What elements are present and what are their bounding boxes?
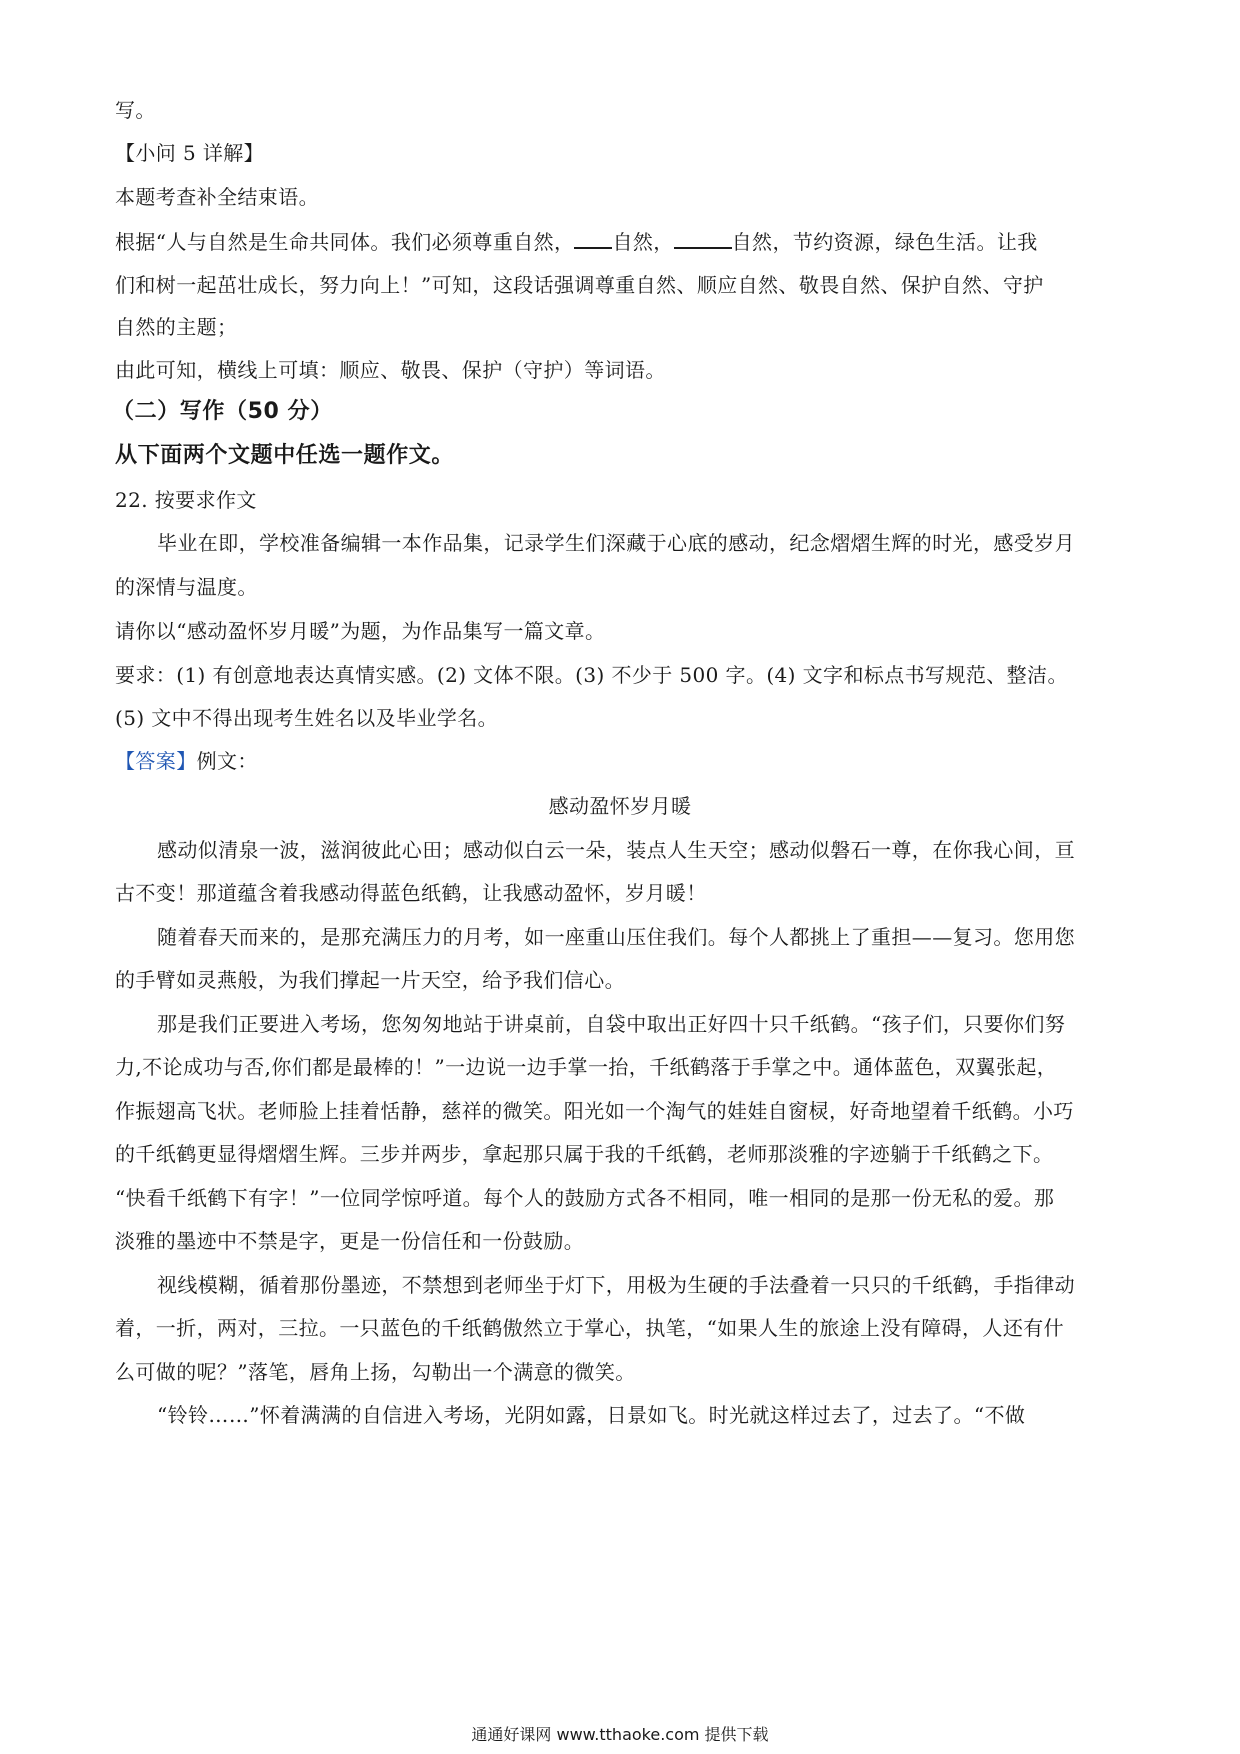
question-number-22: 22. 按要求作文 <box>115 488 257 512</box>
essay-text-line: 的千纸鹤更显得熠熠生辉。三步并两步，拿起那只属于我的千纸鹤，老师那淡雅的字迹躺于千纸鹤之下。 <box>115 1142 1054 1166</box>
example-label: 例文： <box>196 749 258 773</box>
writing-instruction: 从下面两个文题中任选一题作文。 <box>115 443 455 468</box>
essay-text-line: “铃铃……”怀着满满的自信进入考场，光阴如露，日景如飞。时光就这样过去了，过去了。“不做 <box>157 1403 1026 1427</box>
prompt-text-line: 毕业在即，学校准备编辑一本作品集，记录学生们深藏于心底的感动，纪念熠熠生辉的时光，感受岁月 <box>157 531 1075 555</box>
essay-text-line: 古不变！那道蕴含着我感动得蓝色纸鹤，让我感动盈怀，岁月暖！ <box>115 881 707 905</box>
fill-blank-2 <box>674 229 732 249</box>
writing-section-heading: （二）写作（50 分） <box>112 399 333 424</box>
text-segment: 自然，节约资源，绿色生活。让我 <box>731 230 1038 254</box>
body-text-line: 写。 <box>115 98 156 122</box>
body-text-line <box>115 229 1135 255</box>
essay-text-line: 淡雅的墨迹中不禁是字，更是一份信任和一份鼓励。 <box>115 1229 585 1253</box>
answer-tag: 【答案】 <box>115 749 197 773</box>
essay-text-line: 随着春天而来的，是那充满压力的月考，如一座重山压住我们。每个人都挑上了重担——复习。您用您 <box>157 925 1075 949</box>
text-segment: 根据“人与自然是生命共同体。我们必须尊重自然， <box>115 230 575 254</box>
essay-text-line: 那是我们正要进入考场，您匆匆地站于讲桌前，自袋中取出正好四十只千纸鹤。“孩子们，只要你们努 <box>157 1012 1066 1036</box>
essay-text-line: 着，一折，两对，三拉。一只蓝色的千纸鹤傲然立于掌心，执笔，“如果人生的旅途上没有障碍，人还有什 <box>115 1316 1065 1340</box>
page-footer: 通通好课网 www.tthaoke.com 提供下载 <box>471 1725 769 1744</box>
body-text-line: 自然的主题； <box>115 315 238 339</box>
essay-text-line: 视线模糊，循着那份墨迹，不禁想到老师坐于灯下，用极为生硬的手法叠着一只只的千纸鹤，手指律动 <box>157 1273 1075 1297</box>
text-segment: 自然， <box>612 230 674 254</box>
body-text-line: 们和树一起茁壮成长，努力向上！”可知，这段话强调尊重自然、顺应自然、敬畏自然、保护自然、守护 <box>115 273 1044 297</box>
essay-text-line: 感动似清泉一波，滋润彼此心田；感动似白云一朵，装点人生天空；感动似磐石一尊，在你我心间，亘 <box>157 838 1075 862</box>
essay-text-line: “快看千纸鹤下有字！”一位同学惊呼道。每个人的鼓励方式各不相同，唯一相同的是那一份无私的爱。那 <box>115 1186 1055 1210</box>
requirements-line: (5) 文中不得出现考生姓名以及毕业学名。 <box>115 706 499 730</box>
prompt-text-line: 的深情与温度。 <box>115 575 258 599</box>
fill-blank-1 <box>574 229 612 249</box>
answer-line <box>115 748 1135 774</box>
essay-text-line: 的手臂如灵燕般，为我们撑起一片天空，给予我们信心。 <box>115 968 625 992</box>
requirements-line: 要求：(1) 有创意地表达真情实感。(2) 文体不限。(3) 不少于 500 字。(4) 文字和标点书写规范、整洁。 <box>115 663 1068 687</box>
section-heading-q5: 【小问 5 详解】 <box>115 141 265 165</box>
essay-text-line: 作振翅高飞状。老师脸上挂着恬静，慈祥的微笑。阳光如一个淘气的娃娃自窗棂，好奇地望着千纸鹤。小巧 <box>115 1099 1074 1123</box>
body-text-line: 由此可知，横线上可填：顺应、敬畏、保护（守护）等词语。 <box>115 358 666 382</box>
body-text-line: 本题考查补全结束语。 <box>115 185 319 209</box>
essay-text-line: 力,不论成功与否,你们都是最棒的！”一边说一边手掌一抬，千纸鹤落于手掌之中。通体蓝色，双翼张起， <box>115 1055 1058 1079</box>
essay-title: 感动盈怀岁月暖 <box>548 794 692 818</box>
prompt-text-line: 请你以“感动盈怀岁月暖”为题，为作品集写一篇文章。 <box>115 619 606 643</box>
essay-text-line: 么可做的呢？”落笔，唇角上扬，勾勒出一个满意的微笑。 <box>115 1360 636 1384</box>
